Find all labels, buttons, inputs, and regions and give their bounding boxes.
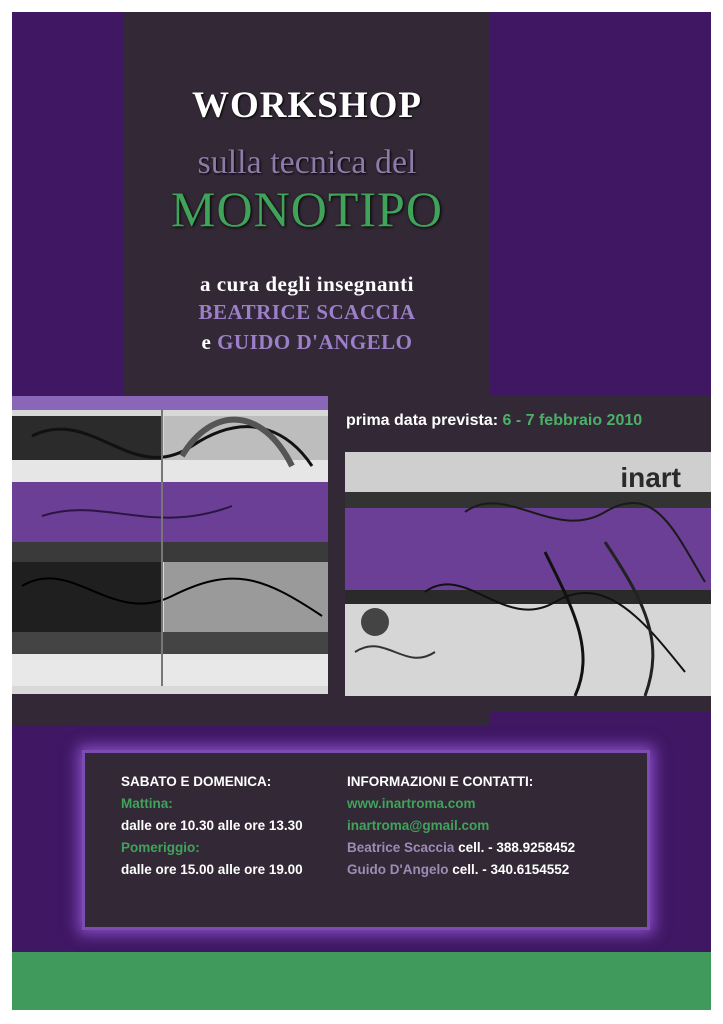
workshop-subtitle: sulla tecnica del: [197, 144, 417, 181]
abstract-monotype-image: [12, 396, 328, 694]
curated-by-text: a cura degli insegnanti: [200, 272, 414, 296]
teacher-name-1: BEATRICE SCACCIA: [198, 300, 416, 324]
teacher-line-2: [124, 330, 490, 355]
contacts-column: [347, 771, 575, 881]
schedule-heading: SABATO E DOMENICA:: [121, 774, 272, 789]
afternoon-hours: dalle ore 15.00 alle ore 19.00: [121, 862, 303, 877]
connector-text: e: [201, 330, 212, 354]
contact-2-phone: cell. - 340.6154552: [452, 862, 570, 877]
contact-1-name: Beatrice Scaccia: [347, 840, 455, 855]
morning-hours: dalle ore 10.30 alle ore 13.30: [121, 818, 303, 833]
info-box: [82, 750, 650, 930]
artwork-top-stripe: [12, 396, 328, 410]
purple-corner-block: [490, 712, 711, 726]
contact-1: [347, 837, 575, 859]
contact-2-name: Guido D'Angelo: [347, 862, 449, 877]
teacher-name-2: GUIDO D'ANGELO: [217, 330, 413, 354]
date-value: 6 - 7 febbraio 2010: [502, 412, 643, 429]
date-label: prima data prevista:: [346, 412, 499, 429]
morning-label: Mattina:: [121, 796, 173, 811]
contact-2: [347, 859, 575, 881]
date-line: [346, 412, 642, 430]
website-link[interactable]: www.inartroma.com: [347, 796, 476, 811]
workshop-title: WORKSHOP: [191, 85, 423, 126]
contacts-heading: INFORMAZIONI E CONTATTI:: [347, 774, 534, 789]
footer-green-bar: [12, 952, 711, 1010]
poster: [12, 12, 711, 1010]
monotype-artwork-left: [12, 396, 328, 694]
monotipo-title: MONOTIPO: [171, 181, 443, 237]
contact-1-phone: cell. - 388.9258452: [458, 840, 576, 855]
afternoon-label: Pomeriggio:: [121, 840, 200, 855]
email-link[interactable]: inartroma@gmail.com: [347, 818, 490, 833]
monotype-artwork-right: [345, 452, 711, 696]
inart-logo: inart: [620, 462, 681, 493]
schedule-column: [121, 771, 303, 881]
